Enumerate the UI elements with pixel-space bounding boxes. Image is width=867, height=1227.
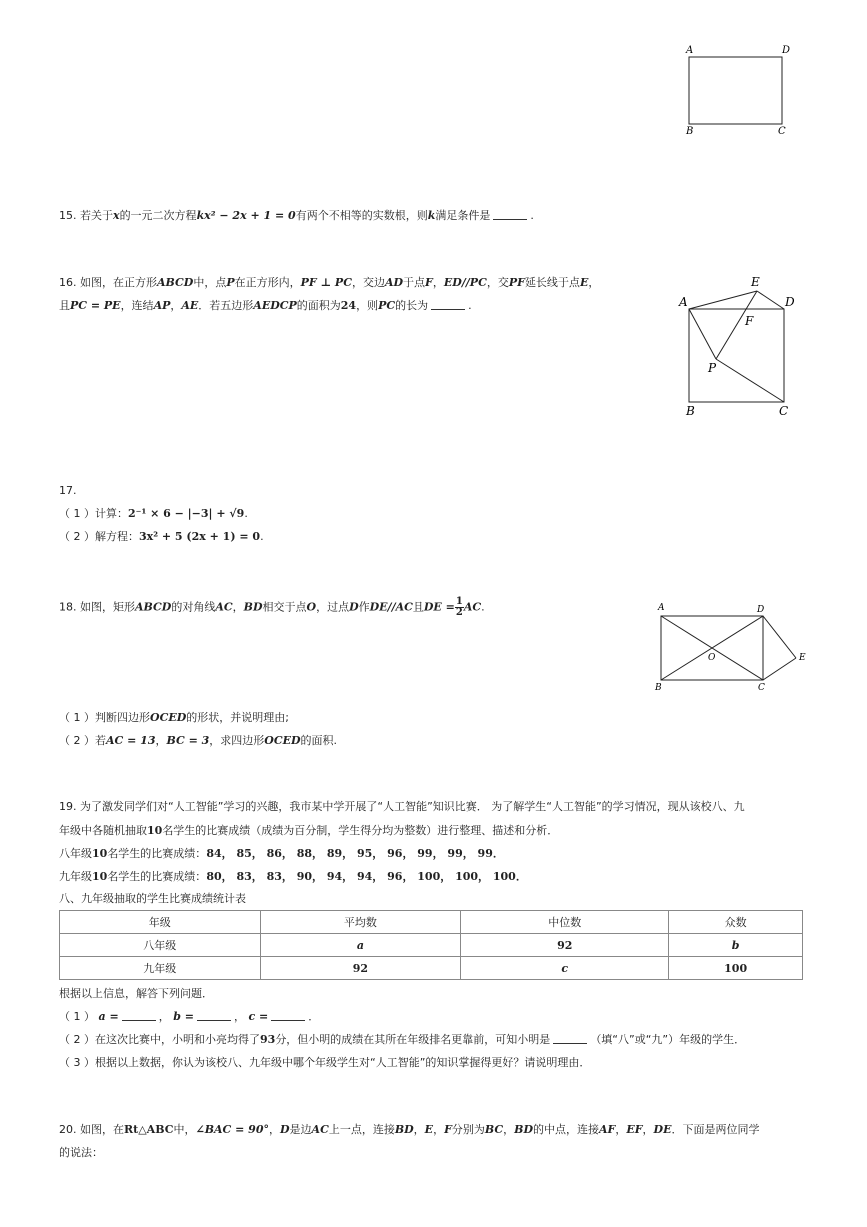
- label-E: E: [799, 653, 806, 663]
- label-F: F: [745, 314, 754, 328]
- square-figure-q16: [675, 270, 805, 425]
- rectangle-figure-q14: [680, 40, 790, 140]
- question-15: 15. 若关于x的一元二次方程kx² − 2x + 1 = 0有两个不相等的实数根，则k满足条件是 .: [59, 209, 534, 222]
- label-B: B: [655, 683, 662, 693]
- label-B: B: [686, 404, 695, 418]
- table-cell: 92: [461, 934, 669, 957]
- grade-8-scores: 八年级10名学生的比赛成绩：84， 85， 86， 88， 89， 95， 96， 99， 99， 99．: [59, 847, 504, 860]
- answer-blank[interactable]: [431, 299, 465, 310]
- label-D: D: [757, 605, 765, 615]
- table-header-row: [60, 911, 803, 934]
- question-20-line-2: 的说法：: [59, 1146, 103, 1159]
- table-header-cell: 众数: [669, 911, 803, 934]
- label-A: A: [686, 45, 694, 56]
- label-A: A: [658, 603, 665, 613]
- question-18: 18. 如图，矩形ABCD的对角线AC，BD相交于点O，过点D作DE//AC且DE = $\frac{1}{2}$ AC.: [59, 596, 485, 618]
- label-C: C: [778, 126, 786, 137]
- question-19-line-1: 19. 为了激发同学们对“人工智能”学习的兴趣，我市某中学开展了“人工智能”知识比赛． 为了解学生“人工智能”的学习情况，现从该校八、九: [59, 800, 745, 813]
- question-17-part-1: （ 1 ）计算：2⁻¹ × 6 − |−3| + √9.: [59, 507, 248, 520]
- score-statistics-table: [59, 910, 803, 980]
- table-cell: 100: [669, 957, 803, 980]
- question-19-instructions: 根据以上信息，解答下列问题．: [59, 987, 213, 1000]
- question-18-part-2: （ 2 ）若AC = 13，BC = 3，求四边形OCED的面积.: [59, 734, 338, 747]
- label-A: A: [679, 295, 688, 309]
- grade-9-scores: 九年级10名学生的比赛成绩：80， 83， 83， 90， 94， 94， 96， 100， 100， 100．: [59, 870, 527, 883]
- table-header-cell: 年级: [60, 911, 261, 934]
- fraction-one-half: $\frac{1}{2}$: [455, 596, 463, 618]
- label-O: O: [708, 653, 716, 663]
- table-cell: b: [669, 934, 803, 957]
- label-P: P: [708, 361, 717, 375]
- table-header-cell: 中位数: [461, 911, 669, 934]
- answer-blank-c[interactable]: [271, 1010, 305, 1021]
- question-19-line-2: 年级中各随机抽取10名学生的比赛成绩（成绩为百分制，学生得分均为整数）进行整理、描述和分析．: [59, 824, 559, 837]
- answer-blank[interactable]: [493, 209, 527, 220]
- label-D: D: [785, 295, 795, 309]
- label-C: C: [758, 683, 765, 693]
- question-16-line-2: 且PC = PE，连结AP，AE．若五边形AEDCP的面积为24，则PC的长为 .: [59, 299, 472, 312]
- question-17: 17.: [59, 484, 77, 497]
- table-row: [60, 957, 803, 980]
- question-19-part-1: （ 1 ） a = ， b = ， c = ．: [59, 1010, 320, 1023]
- table-header-cell: 平均数: [260, 911, 461, 934]
- table-caption: 八、九年级抽取的学生比赛成绩统计表: [59, 892, 246, 905]
- table-cell: 92: [260, 957, 461, 980]
- answer-blank-b[interactable]: [197, 1010, 231, 1021]
- question-19-part-3: （ 3 ）根据以上数据，你认为该校八、九年级中哪个年级学生对“人工智能”的知识掌握得更好？请说明理由．: [59, 1056, 591, 1069]
- label-B: B: [686, 126, 694, 137]
- question-18-part-1: （ 1 ）判断四边形OCED的形状，并说明理由;: [59, 711, 289, 724]
- question-16-line-1: 16. 如图，在正方形ABCD中，点P在正方形内，PF ⊥ PC，交边AD于点F，ED//PC，交PF延长线于点E，: [59, 276, 600, 289]
- question-20-line-1: 20. 如图，在Rt△ABC中，∠BAC = 90°，D是边AC上一点，连接BD，E，F分别为BC，BD的中点，连接AF，EF，DE．下面是两位同学: [59, 1123, 760, 1136]
- label-D: D: [782, 45, 790, 56]
- question-19-part-2: （ 2 ）在这次比赛中，小明和小亮均得了93分，但小明的成绩在其所在年级排名更靠前，可知小明是 （填“八”或“九”）年级的学生．: [59, 1033, 746, 1046]
- label-E: E: [751, 275, 760, 289]
- question-17-part-2: （ 2 ）解方程：3x² + 5 (2x + 1) = 0.: [59, 530, 264, 543]
- table-cell: 八年级: [60, 934, 261, 957]
- rectangle-figure-q18: [650, 598, 810, 696]
- label-C: C: [779, 404, 789, 418]
- answer-blank-a[interactable]: [122, 1010, 156, 1021]
- table-row: [60, 934, 803, 957]
- answer-blank[interactable]: [553, 1033, 587, 1044]
- table-cell: a: [260, 934, 461, 957]
- table-cell: c: [461, 957, 669, 980]
- table-cell: 九年级: [60, 957, 261, 980]
